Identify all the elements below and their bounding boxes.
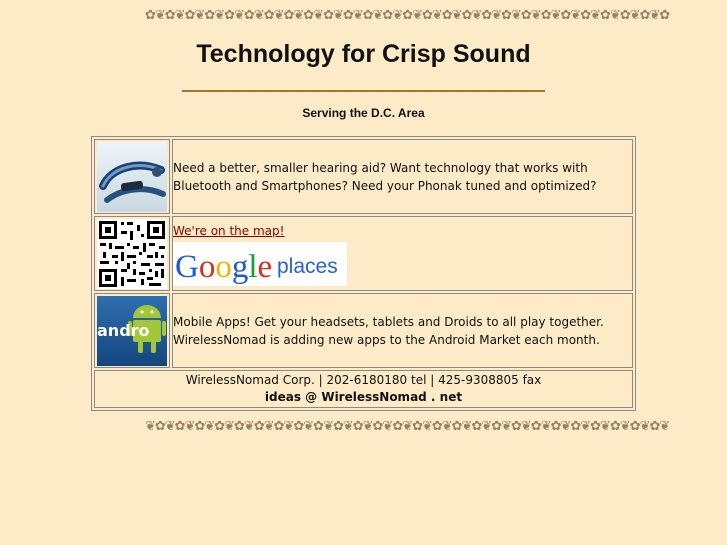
map-link[interactable]: We're on the map! xyxy=(173,223,285,238)
table-row xyxy=(94,370,633,408)
title-underline xyxy=(182,90,545,92)
contact-email: ideas @ WirelessNomad . net xyxy=(264,390,463,404)
table-row xyxy=(94,293,633,368)
image-cell xyxy=(94,293,170,368)
contact-info: WirelessNomad Corp. | 202-6180180 tel | 425-9308805 fax xyxy=(185,373,542,387)
mobile-apps-text: Mobile Apps! Get your headsets, tablets and Droids to all play together. WirelessNomad is adding new apps to the Android Market each month. xyxy=(172,293,633,368)
svg-text:andro: andro xyxy=(97,320,150,340)
bottom-ornament-divider: ❦✿❦✿❦✿❦✿❦✿❦✿❦✿❦✿❦✿❦✿❦✿❦✿❦✿❦✿❦✿❦✿❦✿❦✿❦✿❦✿❦✿❦✿❦✿❦✿❦✿❦✿❦ xyxy=(145,419,670,434)
top-ornament-divider: ✿❦✿❦✿❦✿❦✿❦✿❦✿❦✿❦✿❦✿❦✿❦✿❦✿❦✿❦✿❦✿❦✿❦✿❦✿❦✿❦✿❦✿❦✿❦✿❦✿❦✿❦✿ xyxy=(145,8,670,23)
page-subtitle: Serving the D.C. Area xyxy=(302,106,425,120)
image-cell xyxy=(94,139,170,214)
qr-code-icon[interactable] xyxy=(97,219,167,289)
map-cell xyxy=(172,216,633,291)
footer-cell xyxy=(94,370,633,408)
svg-text:places: places xyxy=(277,254,338,278)
headset-icon xyxy=(97,142,167,212)
android-icon xyxy=(97,296,167,366)
hearing-aid-text: Need a better, smaller hearing aid? Want technology that works with Bluetooth and Smartphones? Need your Phonak tuned and optimized? xyxy=(172,139,633,214)
svg-text:Google: Google xyxy=(175,248,273,285)
content-table xyxy=(91,136,636,411)
table-row xyxy=(94,216,633,291)
google-places-logo[interactable] xyxy=(173,242,347,286)
image-cell xyxy=(94,216,170,291)
page-title: Technology for Crisp Sound xyxy=(196,40,531,68)
table-row xyxy=(94,139,633,214)
